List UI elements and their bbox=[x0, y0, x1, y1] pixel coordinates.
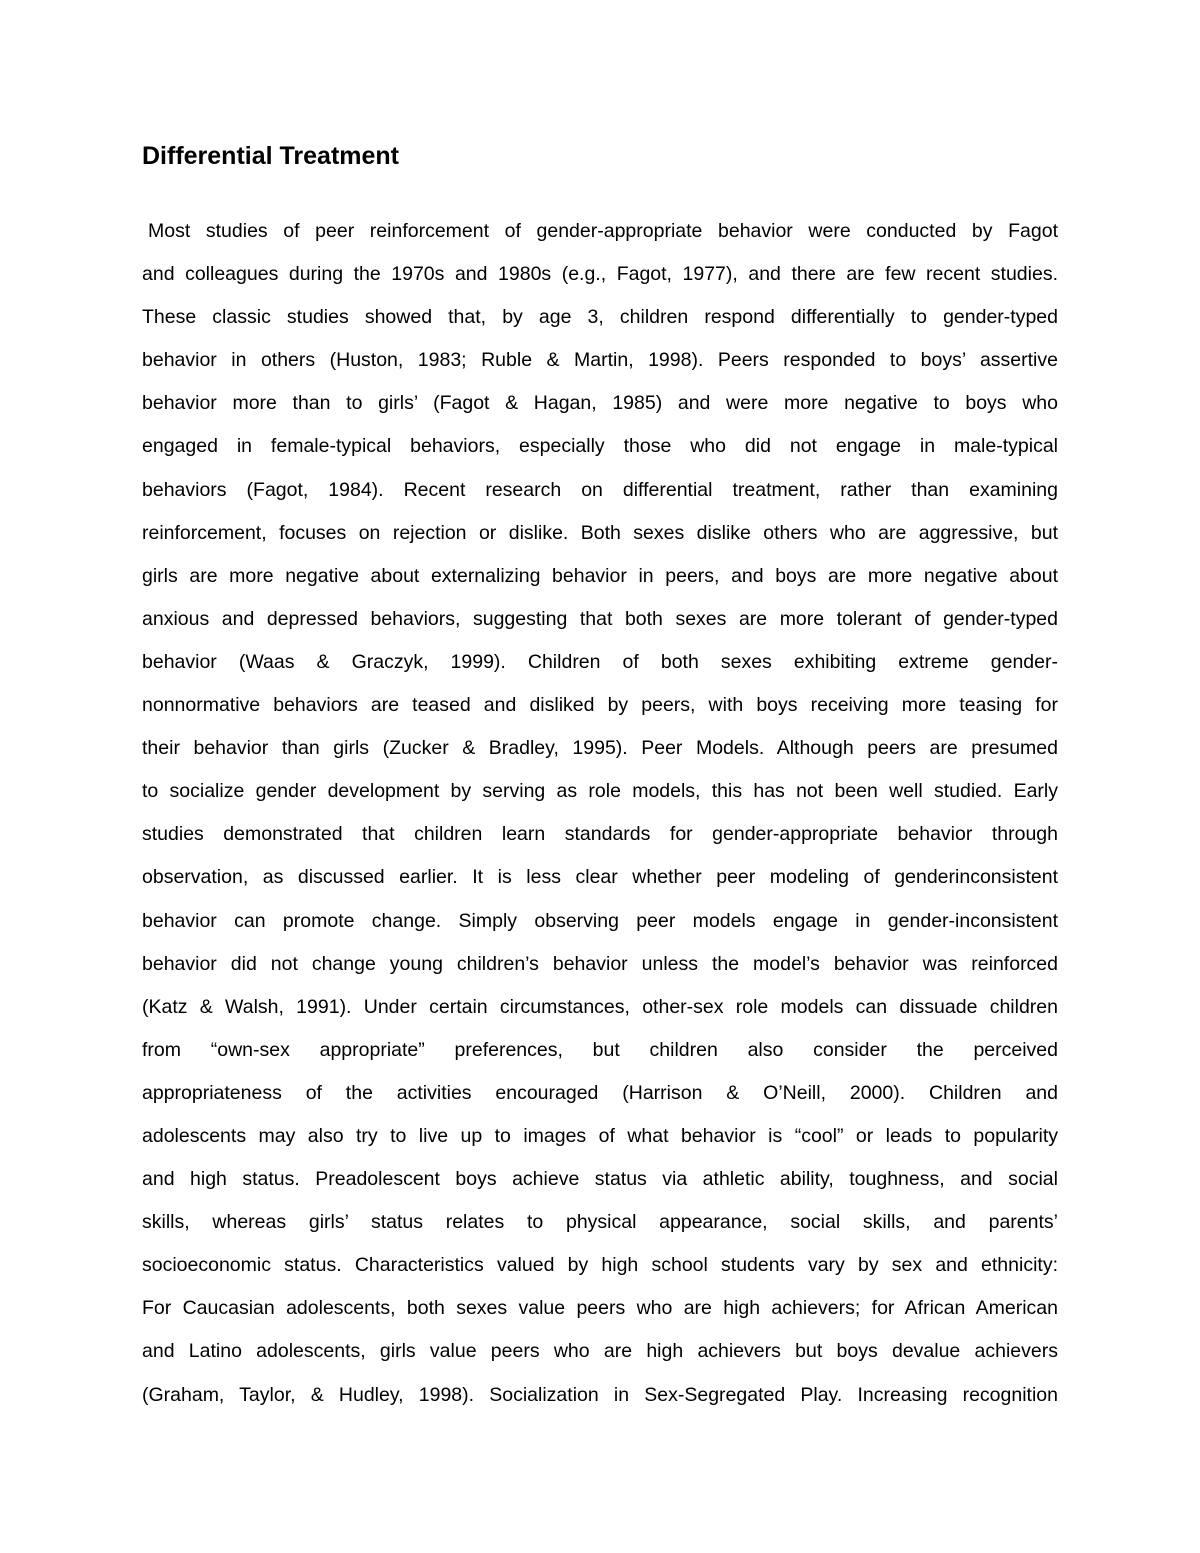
text-line: socioeconomic status. Characteristics valued by high school students vary by sex and ethnicity: bbox=[142, 1254, 1058, 1277]
text-line: adolescents may also try to live up to images of what behavior is “cool” or leads to popularity bbox=[142, 1124, 1058, 1147]
text-line: anxious and depressed behaviors, suggesting that both sexes are more tolerant of gender-typed bbox=[142, 607, 1058, 630]
text-line: nonnormative behaviors are teased and disliked by peers, with boys receiving more teasing for bbox=[142, 694, 1058, 717]
text-line: observation, as discussed earlier. It is less clear whether peer modeling of genderinconsistent bbox=[142, 866, 1058, 889]
text-line: These classic studies showed that, by age 3, children respond differentially to gender-typed bbox=[142, 306, 1058, 329]
text-line: and Latino adolescents, girls value peers who are high achievers but boys devalue achievers bbox=[142, 1340, 1058, 1363]
text-line: and high status. Preadolescent boys achieve status via athletic ability, toughness, and social bbox=[142, 1168, 1058, 1191]
text-line: engaged in female-typical behaviors, especially those who did not engage in male-typical bbox=[142, 435, 1058, 458]
text-line: their behavior than girls (Zucker & Bradley, 1995). Peer Models. Although peers are presumed bbox=[142, 737, 1058, 760]
text-line: behavior (Waas & Graczyk, 1999). Children of both sexes exhibiting extreme gender- bbox=[142, 650, 1058, 673]
text-line: (Graham, Taylor, & Hudley, 1998). Socialization in Sex-Segregated Play. Increasing recognition bbox=[142, 1383, 1058, 1406]
text-line: Most studies of peer reinforcement of gender-appropriate behavior were conducted by Fagot bbox=[148, 220, 1058, 242]
text-line: behavior did not change young children’s behavior unless the model’s behavior was reinforced bbox=[142, 952, 1058, 975]
text-line: behavior can promote change. Simply observing peer models engage in gender-inconsistent bbox=[142, 909, 1058, 932]
text-line: behaviors (Fagot, 1984). Recent research on differential treatment, rather than examining bbox=[142, 478, 1058, 501]
text-line: studies demonstrated that children learn standards for gender-appropriate behavior through bbox=[142, 823, 1058, 846]
text-line: to socialize gender development by serving as role models, this has not been well studied. Early bbox=[142, 780, 1058, 803]
body-paragraph bbox=[142, 210, 1058, 1417]
text-line: For Caucasian adolescents, both sexes value peers who are high achievers; for African American bbox=[142, 1297, 1058, 1320]
text-line: (Katz & Walsh, 1991). Under certain circumstances, other-sex role models can dissuade children bbox=[142, 995, 1058, 1018]
text-line: behavior more than to girls’ (Fagot & Hagan, 1985) and were more negative to boys who bbox=[142, 392, 1058, 415]
text-line: girls are more negative about externalizing behavior in peers, and boys are more negative about bbox=[142, 564, 1058, 587]
text-line: skills, whereas girls’ status relates to physical appearance, social skills, and parents’ bbox=[142, 1211, 1058, 1234]
section-heading: Differential Treatment bbox=[142, 142, 400, 170]
text-line: appropriateness of the activities encouraged (Harrison & O’Neill, 2000). Children and bbox=[142, 1081, 1058, 1104]
text-line: reinforcement, focuses on rejection or dislike. Both sexes dislike others who are aggressive, but bbox=[142, 521, 1058, 544]
text-line: behavior in others (Huston, 1983; Ruble & Martin, 1998). Peers responded to boys’ assertive bbox=[142, 349, 1058, 372]
text-line: and colleagues during the 1970s and 1980s (e.g., Fagot, 1977), and there are few recent studies. bbox=[142, 263, 1058, 286]
text-line: from “own-sex appropriate” preferences, but children also consider the perceived bbox=[142, 1038, 1058, 1061]
